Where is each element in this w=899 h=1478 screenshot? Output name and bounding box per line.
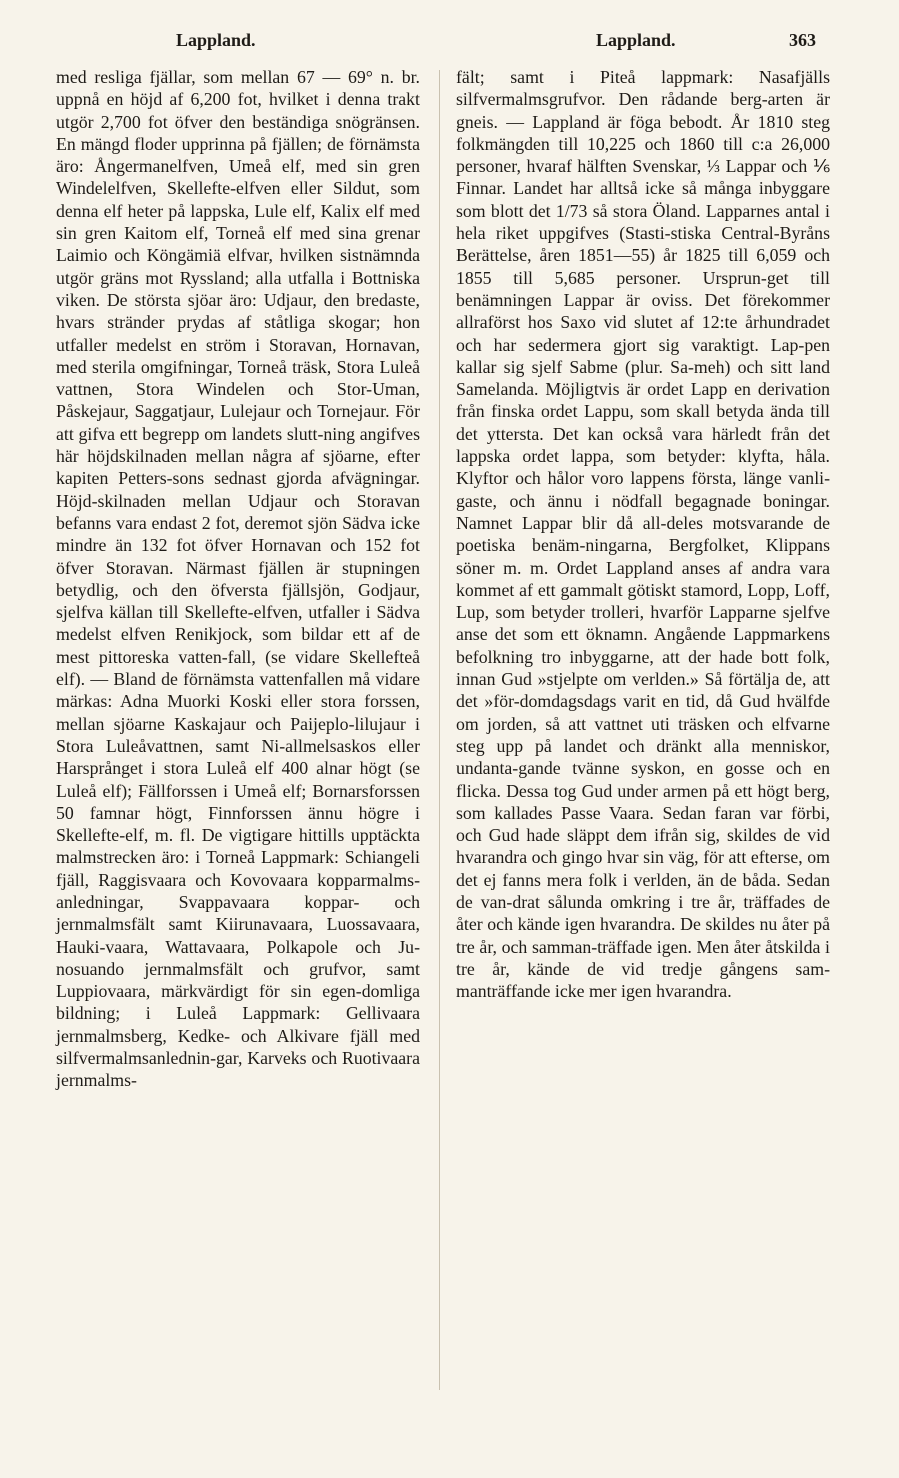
right-column-paragraph: fält; samt i Piteå lappmark: Nasafjälls silfvermalmsgrufvor. Den rådande berg-arten är gneis. — Lappland är föga bebodt. År 1810 steg folkmängden till 10,225 och 1860 till c:a 26,000 personer, hvaraf hälften Svenskar, ⅓ Lappar och ⅙ Finnar. Landet har alltså icke så många inbyggare som blott det 1/73 så stora Öland. Lapparnes antal i hela riket uppgifves (Stasti-stiska Central-Byråns Berättelse, åren 1851—55) år 1825 till 6,059 och 1855 till 5,685 personer. Ursprun-get till benämningen Lappar är oviss. Det förekommer allraförst hos Saxo vid slutet af 12:te århundradet och har sedermera gjort sig varaktigt. Lap-pen kallar sig sjelf Sabme (plur. Sa-meh) och sitt land Samelanda. Möjligtvis är ordet Lapp en derivation från finska ordet Lappu, som skall betyda ända till det yttersta. Det kan också vara härledt från det lappska ordet lappa, som betyder: klyfta, håla. Klyftor och hålor voro lappens första, länge vanli-gaste, och ännu i nödfall begagnade boningar. Namnet Lappar blir då all-deles motsvarande de poetiska benäm-ningarna, Bergfolket, Klippans söner m. m. Ordet Lappland anses af andra vara kommet af ett gammalt götiskt stamord, Lopp, Loff, Lup, som betyder trolleri, hvarför Lapparne sjelfve anse det som ett öknamn. Angående Lappmarkens befolkning tro inbyggarne, att der hade bott folk, innan Gud »stjelpte om verlden.» Så förtälja de, att det »för-domdagsdags varit en tid, då Gud hvälfde om jorden, så att vattnet uti träsken och elfvarne steg upp på landet och dränkt alla menniskor, undanta-gande tvänne syskon, en gosse och en flicka. Dessa tog Gud under armen på ett högt berg, som kallades Passe Vaara. Sedan faran var förbi, och Gud hade släppt dem ifrån sig, skildes de vid hvarandra och gingo hvar sin väg, för att efterse, om det ej fanns mera folk i verlden, än de båda. Sedan de van-drat sålunda omkring i tre år, träffades de åter och kände igen hvarandra. De skildes nu åter på tre år, och samman-träffade igen. Men åter åtskilda i tre år, kände de vid tredje gångens sam-manträffande icke mer igen hvarandra.	[456, 67, 830, 1002]
page-number: 363	[789, 30, 816, 50]
page-header	[56, 30, 846, 54]
left-column-paragraph: med resliga fjällar, som mellan 67 — 69° n. br. uppnå en höjd af 6,200 fot, hvilket i denna trakt utgör 2,700 fot öfver den beständiga snögränsen. En mängd floder upprinna på fjällen; de förnämsta äro: Ångermanelfven, Umeå elf, med sin gren Windelelfven, Skellefte-elfven eller Sildut, som denna elf heter på lappska, Lule elf, Kalix elf med sin gren Kaitom elf, Torneå elf med sina grenar Laimio och Köngämiä elfvar, hvilken sistnämnda utgör gräns mot Ryssland; alla utfalla i Bottniska viken. De största sjöar äro: Udjaur, den bredaste, hvars stränder prydas af ståtliga skogar; hon utfaller medelst en ström i Storavan, Hornavan, med sterila omgifningar, Torneå träsk, Stora Luleå vattnen, Stora Windelen och Stor-Uman, Påskejaur, Saggatjaur, Lulejaur och Tornejaur. För att gifva ett begrepp om landets slutt-ning angifves här höjdskilnaden mellan några af sjöarne, efter kapiten Petters-sons sednast gjorda afvägningar. Höjd-skilnaden mellan Udjaur och Storavan befanns vara endast 2 fot, deremot sjön Sädva icke mindre än 132 fot öfver Hornavan och 152 fot öfver Storavan. Närmast fjällen är stupningen betydlig, och den öfversta fjällsjön, Godjaur, sjelfva källan till Skellefte-elfven, utfaller i Sädva medelst elfven Renikjock, som bildar ett af de mest pittoreska vatten-fall, (se vidare Skellefteå elf). — Bland de förnämsta vattenfallen må vidare märkas: Adna Muorki Koski eller stora forssen, mellan sjöarne Kaskajaur och Paijeplo-lilujaur i Stora Luleåvattnen, samt Ni-allmelsaskos eller Harsprånget i stora Luleå elf 400 alnar högt (se Luleå elf); Fällforssen i Umeå elf; Bornarsforssen 50 famnar högt, Finnforssen ännu högre i Skellefte-elf, m. fl. De vigtigare hittills upptäckta malmstrecken äro: i Torneå Lappmark: Schiangeli fjäll, Raggisvaara och Kovovaara kopparmalms-anledningar, Svappavaara koppar- och jernmalmsfält samt Kiirunavaara, Luossavaara, Hauki-vaara, Wattavaara, Polkapole och Ju-nosuando jernmalmsfält och grufvor, samt Luppiovaara, märkvärdigt för sin egen-domliga bildning; i Luleå Lappmark: Gellivaara jernmalmsberg, Kedke- och Alkivare fjäll med silfvermalmsanlednin-gar, Karveks och Ruotivaara jernmalms-	[56, 67, 420, 1091]
right-column	[456, 66, 830, 1002]
left-column	[56, 66, 420, 1092]
column-divider	[439, 70, 440, 1390]
left-running-head: Lappland.	[176, 30, 256, 50]
right-running-head: Lappland.	[596, 30, 676, 50]
